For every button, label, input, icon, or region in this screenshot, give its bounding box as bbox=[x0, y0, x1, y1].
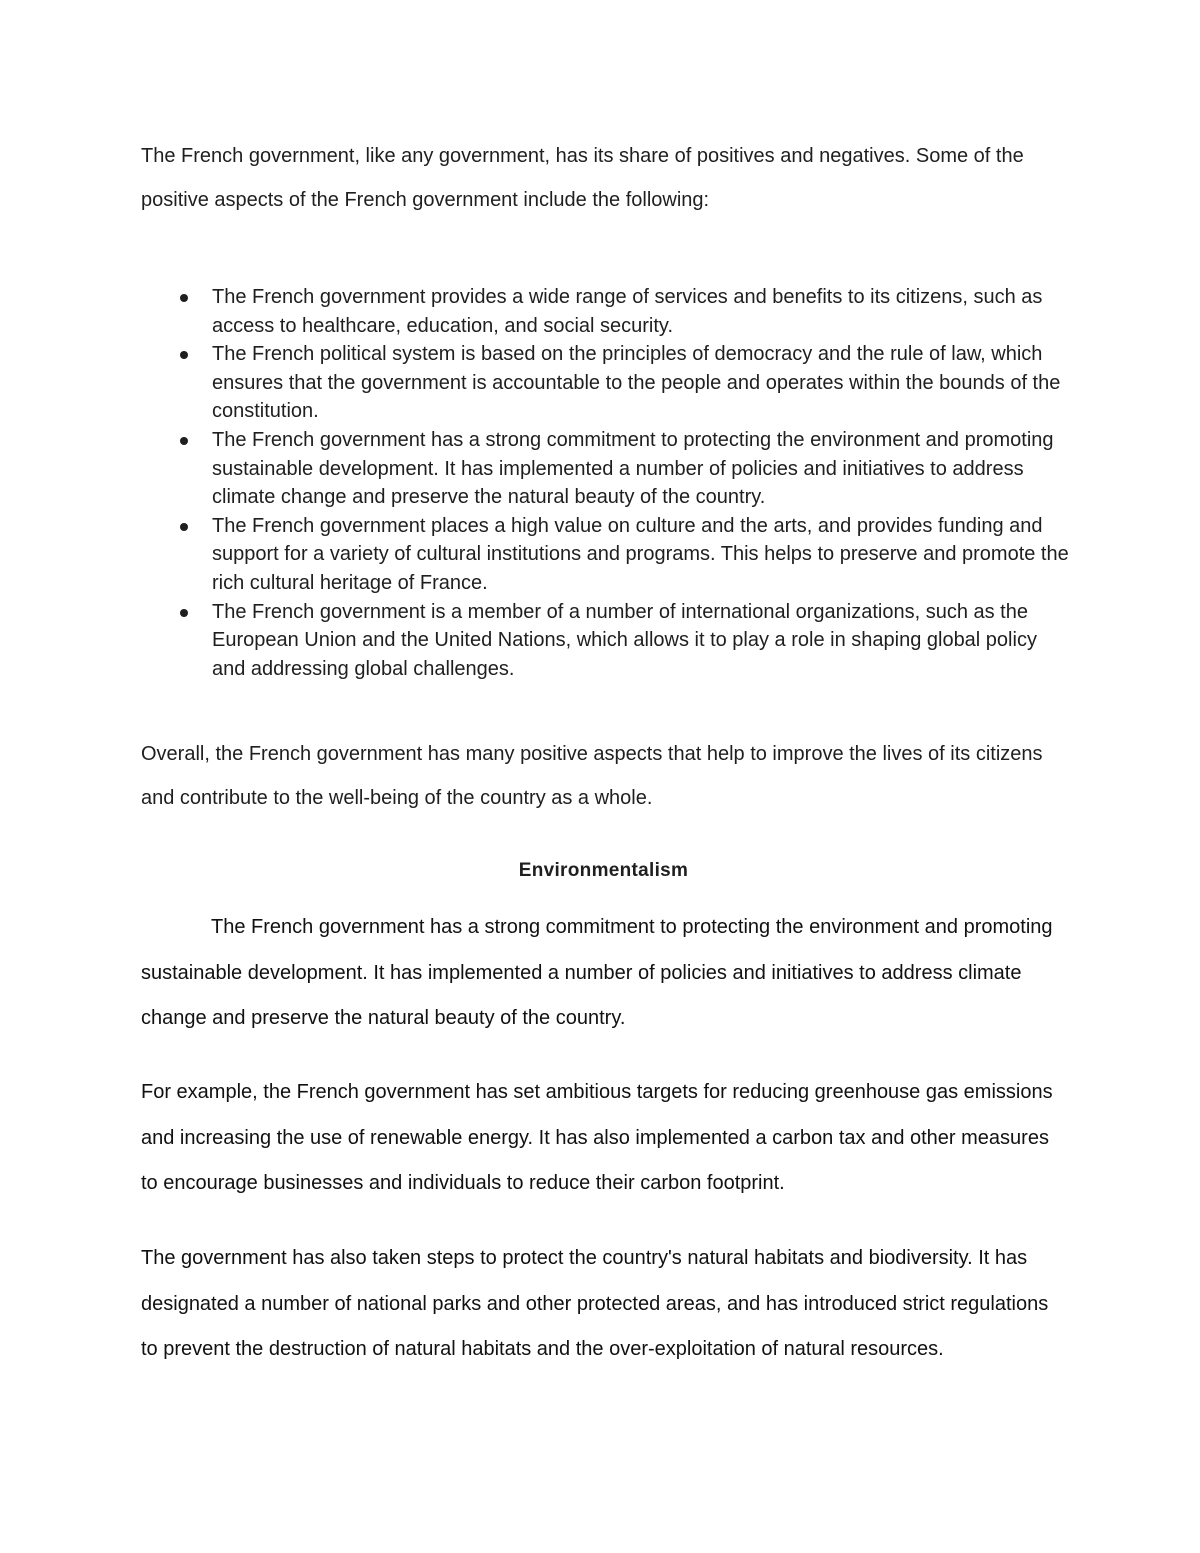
list-item-text: The French political system is based on the principles of democracy and the rule of law, which ensures that the government is accountable to the people and operates within the bounds of the constitution. bbox=[212, 343, 1061, 423]
positives-list bbox=[180, 283, 1070, 683]
bullet-icon bbox=[180, 523, 188, 531]
bullet-icon bbox=[180, 609, 188, 617]
intro-paragraph: The French government, like any government, has its share of positives and negatives. Some of the positive aspects of the French government include the following: bbox=[141, 145, 1024, 211]
bullet-icon bbox=[180, 294, 188, 302]
environmentalism-paragraph-3: The government has also taken steps to protect the country's natural habitats and biodiversity. It has designated a number of national parks and other protected areas, and has introduced strict regulations to prevent the destruction of natural habitats and the over-exploitation of natural resources. bbox=[141, 1247, 1049, 1360]
environmentalism-paragraph-2: For example, the French government has set ambitious targets for reducing greenhouse gas emissions and increasing the use of renewable energy. It has also implemented a carbon tax and other measures to encourage businesses and individuals to reduce their carbon footprint. bbox=[141, 1081, 1053, 1194]
list-item-text: The French government is a member of a number of international organizations, such as the European Union and the United Nations, which allows it to play a role in shaping global policy and addressing global challenges. bbox=[212, 600, 1037, 680]
list-item-text: The French government has a strong commitment to protecting the environment and promoting sustainable development. It has implemented a number of policies and initiatives to address climate change and preserve the natural beauty of the country. bbox=[212, 428, 1054, 509]
list-item bbox=[180, 283, 1070, 340]
list-item bbox=[180, 512, 1070, 598]
list-item bbox=[180, 340, 1070, 426]
bullet-icon bbox=[180, 351, 188, 359]
list-item-text: The French government provides a wide range of services and benefits to its citizens, such as access to healthcare, education, and social security. bbox=[212, 286, 1043, 337]
overall-paragraph: Overall, the French government has many positive aspects that help to improve the lives of its citizens and contribute to the well-being of the country as a whole. bbox=[141, 743, 1043, 809]
list-item bbox=[180, 426, 1070, 512]
bullet-icon bbox=[180, 437, 188, 445]
environmentalism-paragraph-1: The French government has a strong commitment to protecting the environment and promoting sustainable development. It has implemented a number of policies and initiatives to address climate change and preserve the natural beauty of the country. bbox=[141, 916, 1053, 1029]
list-item bbox=[180, 598, 1070, 684]
list-item-text: The French government places a high value on culture and the arts, and provides funding and support for a variety of cultural institutions and programs. This helps to preserve and promote the rich cultural heritage of France. bbox=[212, 514, 1069, 594]
section-heading: Environmentalism bbox=[518, 860, 689, 881]
